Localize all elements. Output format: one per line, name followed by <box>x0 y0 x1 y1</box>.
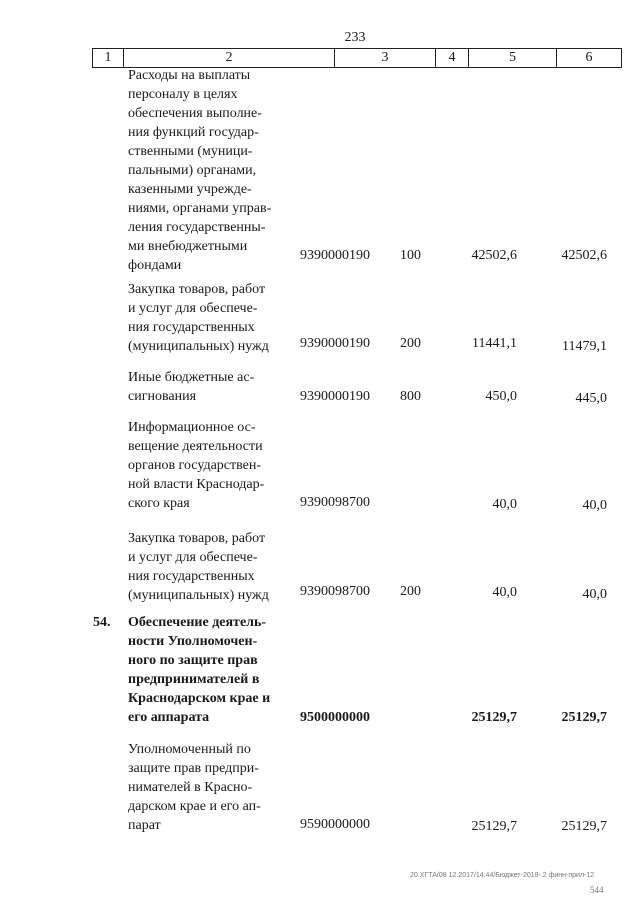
row-value-2019: 11479,1 <box>562 339 607 354</box>
row-description: Информационное ос- вещение деятельности органов государствен- ной власти Краснодар- ского края <box>128 420 265 511</box>
row-value-2019: 40,0 <box>582 587 607 602</box>
row-description: Уполномоченный по защите прав предпри- нимателей в Красно- дарском крае и его ап- парат <box>128 742 261 833</box>
col-header-6: 6 <box>585 50 593 65</box>
row-description: Расходы на выплаты персоналу в целях обеспечения выполне- ния функций государ- ственными (муници- пальными) органами, казенными учрежде- ниями, органами управ- ления государственны- ми внебюджетными фондами <box>128 68 272 273</box>
row-value-2019: 25129,7 <box>561 710 607 725</box>
row-expense-type: 800 <box>400 389 421 404</box>
row-value-2019: 42502,6 <box>561 248 607 263</box>
row-description: Закупка товаров, работ и услуг для обеспече- ния государственных (муниципальных) нужд <box>128 282 269 354</box>
row-expense-type: 100 <box>400 248 421 263</box>
col-header-3: 3 <box>335 49 436 67</box>
row-code: 9390098700 <box>300 584 370 599</box>
row-expense-type: 200 <box>400 584 421 599</box>
col-header-4: 4 <box>436 49 469 67</box>
row-value-2018: 40,0 <box>492 585 517 600</box>
row-code: 9500000000 <box>300 710 370 725</box>
page-number: 233 <box>344 30 366 45</box>
row-expense-type: 200 <box>400 336 421 351</box>
row-description: Иные бюджетные ас- сигнования <box>128 370 255 404</box>
col-header-2: 2 <box>124 49 335 67</box>
row-number: 54. <box>93 615 111 630</box>
col-header-5: 5 <box>469 49 557 67</box>
row-description: Закупка товаров, работ и услуг для обеспече- ния государственных (муниципальных) нужд <box>128 531 269 603</box>
row-code: 9590000000 <box>300 817 370 832</box>
row-code: 9390000190 <box>300 389 370 404</box>
row-value-2018: 11441,1 <box>472 336 517 351</box>
row-value-2019: 40,0 <box>582 498 607 513</box>
row-value-2018: 25129,7 <box>471 819 517 834</box>
row-value-2018: 450,0 <box>485 389 517 404</box>
row-code: 9390098700 <box>300 495 370 510</box>
document-footer: 20.XГТА/08 12.2017/14:44/Бюджет-2018- 2 финн-прил-12 <box>410 872 595 879</box>
row-value-2019: 25129,7 <box>561 819 607 834</box>
row-code: 9390000190 <box>300 248 370 263</box>
footer-page-number: 544 <box>590 885 604 895</box>
row-value-2019: 445,0 <box>575 391 607 406</box>
row-value-2018: 25129,7 <box>471 710 517 725</box>
row-value-2018: 42502,6 <box>471 248 517 263</box>
row-value-2018: 40,0 <box>492 497 517 512</box>
row-description: Обеспечение деятель- ности Уполномочен- ного по защите прав предпринимателей в Краснодарском крае и его аппарата <box>128 615 271 725</box>
col-header-1: 1 <box>93 49 124 67</box>
row-code: 9390000190 <box>300 336 370 351</box>
table-header <box>92 48 622 68</box>
